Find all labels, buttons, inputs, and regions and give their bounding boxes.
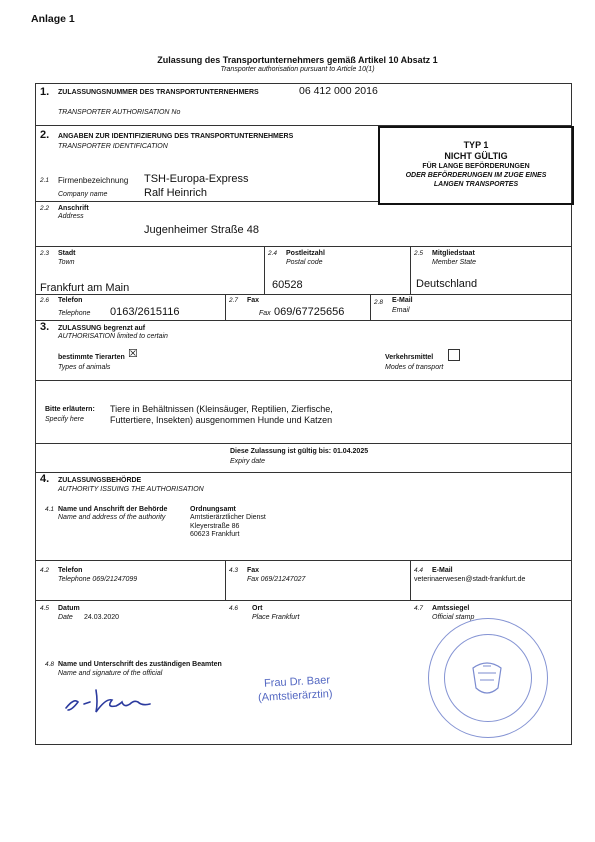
animals-checkbox[interactable]: ☒ — [128, 348, 138, 360]
divider — [35, 600, 572, 601]
authority-address: 60623 Frankfurt — [190, 531, 240, 538]
postal-code-value: 60528 — [272, 279, 303, 291]
address-value: Jugenheimer Straße 48 — [144, 224, 259, 236]
divider — [35, 201, 379, 202]
field-label-en: Name and address of the authority — [58, 514, 166, 521]
explain-value: Tiere in Behältnissen (Kleinsäuger, Reptilien, Zierfische, — [110, 404, 333, 414]
field-label: ZULASSUNGSBEHÖRDE — [58, 477, 142, 484]
field-label: Stadt — [58, 250, 76, 257]
divider — [225, 560, 226, 600]
field-label-en: Date — [58, 614, 73, 621]
section-number: 3. — [40, 321, 50, 333]
divider — [264, 246, 265, 294]
authority-email: veterinaerwesen@stadt-frankfurt.de — [414, 576, 526, 583]
field-number: 2.2 — [40, 205, 50, 212]
section-number: 4. — [40, 473, 50, 485]
field-label: Name und Anschrift der Behörde — [58, 506, 168, 513]
field-label: Verkehrsmittel — [385, 354, 434, 361]
field-label: Bitte erläutern: — [45, 406, 95, 413]
field-label: E-Mail — [432, 567, 453, 574]
issue-place: Place Frankfurt — [252, 614, 300, 621]
field-label: Firmenbezeichnung — [58, 176, 129, 185]
field-label: Telefon — [58, 297, 83, 304]
type-label: TYP 1 — [463, 140, 489, 150]
authority-address: Kleyerstraße 86 — [190, 523, 240, 530]
field-label: Fax — [247, 567, 260, 574]
fax-value: 069/67725656 — [274, 306, 345, 318]
field-number: 2.8 — [374, 299, 384, 306]
field-number: 4.4 — [414, 567, 424, 574]
field-number: 4.7 — [414, 605, 424, 612]
field-number: 4.3 — [229, 567, 239, 574]
divider — [225, 294, 226, 320]
field-label-en: Specify here — [45, 416, 84, 423]
field-number: 2.4 — [268, 250, 278, 257]
field-label: Name und Unterschrift des zuständigen Beamten — [58, 661, 222, 668]
authority-address: Amtstierärztlicher Dienst — [190, 514, 266, 521]
field-number: 2.3 — [40, 250, 50, 257]
field-label-en: Telephone — [58, 310, 91, 317]
field-label: Amtssiegel — [432, 605, 470, 612]
type-label: ODER BEFÖRDERUNGEN IM ZUGE EINES — [405, 172, 547, 179]
field-number: 4.2 — [40, 567, 50, 574]
divider — [35, 380, 572, 381]
official-title-stamp: (Amtstierärztin) — [257, 688, 333, 704]
company-owner-value: Ralf Heinrich — [144, 187, 207, 199]
field-label-en: TRANSPORTER AUTHORISATION No — [58, 109, 181, 116]
field-label: Datum — [58, 605, 80, 612]
field-number: 4.6 — [229, 605, 239, 612]
page-title: Zulassung des Transportunternehmers gemäß Artikel 10 Absatz 1 — [157, 55, 438, 65]
field-label: Postleitzahl — [286, 250, 325, 257]
field-number: 4.1 — [45, 506, 55, 513]
signature-image — [60, 680, 170, 720]
telephone-value: 0163/2615116 — [110, 306, 180, 318]
field-label-en: Modes of transport — [385, 364, 444, 371]
field-label-en: Address — [58, 213, 84, 220]
field-number: 2.1 — [40, 177, 50, 184]
divider — [35, 560, 572, 561]
field-label-en: AUTHORISATION limited to certain — [58, 333, 168, 340]
annex-label: Anlage 1 — [31, 13, 75, 25]
company-name-value: TSH-Europa-Express — [144, 173, 249, 185]
field-label: ZULASSUNG begrenzt auf — [58, 325, 146, 332]
field-label-en: Types of animals — [58, 364, 111, 371]
field-label-en: Fax — [259, 310, 271, 317]
field-label: ZULASSUNGSNUMMER DES TRANSPORTUNTERNEHMERS — [58, 89, 259, 96]
field-label-en: Town — [58, 259, 75, 266]
explain-value: Futtertiere, Insekten) ausgenommen Hunde und Katzen — [110, 415, 333, 425]
field-label-en: Postal code — [286, 259, 323, 266]
field-number: 4.5 — [40, 605, 50, 612]
field-label-en: Name and signature of the official — [58, 670, 163, 677]
field-label: ANGABEN ZUR IDENTIFIZIERUNG DES TRANSPORTUNTERNEHMERS — [58, 133, 294, 140]
expiry-label: Diese Zulassung ist gültig bis: 01.04.2025 — [230, 448, 369, 455]
field-number: 2.5 — [414, 250, 424, 257]
field-number: 4.8 — [45, 661, 55, 668]
authority-fax: Fax 069/21247027 — [247, 576, 306, 583]
issue-date-value: 24.03.2020 — [84, 614, 120, 621]
authorisation-number: 06 412 000 2016 — [299, 85, 378, 97]
field-label-en: AUTHORITY ISSUING THE AUTHORISATION — [58, 486, 204, 493]
page-subtitle: Transporter authorisation pursuant to Article 10(1) — [220, 66, 375, 73]
field-label: bestimmte Tierarten — [58, 354, 125, 361]
seal-emblem-icon — [428, 618, 546, 736]
divider — [410, 560, 411, 600]
type-label: LANGEN TRANSPORTES — [433, 181, 519, 188]
divider — [410, 246, 411, 294]
field-label-en: Company name — [58, 191, 108, 198]
field-label-en: Email — [392, 307, 410, 314]
transport-checkbox[interactable] — [448, 349, 460, 361]
divider — [35, 294, 572, 295]
member-state-value: Deutschland — [416, 278, 478, 290]
official-name-stamp: Frau Dr. Baer — [263, 674, 331, 690]
field-label: E-Mail — [392, 297, 413, 304]
divider — [35, 320, 572, 321]
field-label-en: Expiry date — [230, 458, 266, 465]
field-label: Telefon — [58, 567, 83, 574]
field-number: 2.6 — [40, 297, 50, 304]
field-label: Mitgliedstaat — [432, 250, 475, 257]
authority-name: Ordnungsamt — [190, 506, 236, 513]
field-label: Anschrift — [58, 205, 89, 212]
section-number: 2. — [40, 129, 50, 141]
type-label: FÜR LANGE BEFÖRDERUNGEN — [422, 163, 530, 170]
field-label-en: Member State — [432, 259, 476, 266]
field-label-en: TRANSPORTER IDENTIFICATION — [58, 143, 168, 150]
section-number: 1. — [40, 86, 50, 98]
town-value: Frankfurt am Main — [40, 282, 130, 294]
divider — [370, 294, 371, 320]
authority-telephone: Telephone 069/21247099 — [58, 576, 138, 583]
field-label: Ort — [252, 605, 263, 612]
divider — [35, 443, 572, 444]
field-number: 2.7 — [229, 297, 239, 304]
field-label-en: Official stamp — [432, 614, 475, 621]
field-label: Fax — [247, 297, 260, 304]
type-label: NICHT GÜLTIG — [444, 151, 508, 161]
divider — [35, 246, 572, 247]
divider — [35, 472, 572, 473]
